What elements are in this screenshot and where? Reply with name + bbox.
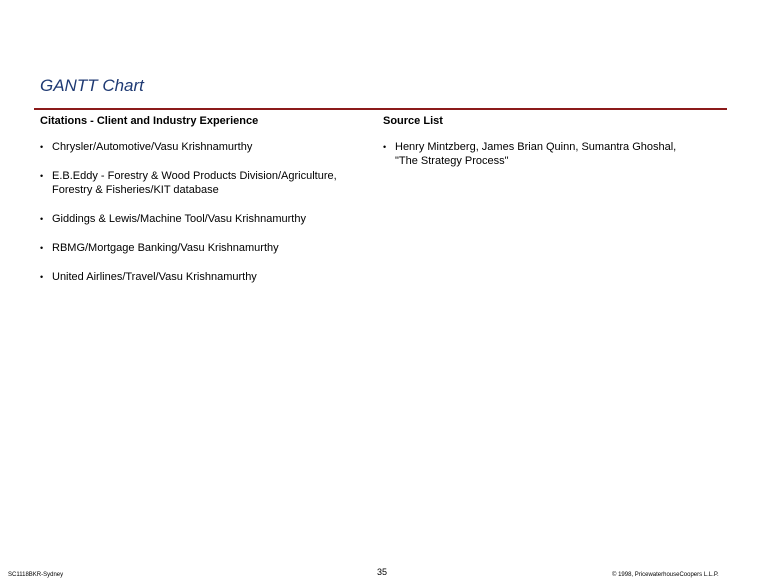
list-item	[40, 270, 375, 284]
citation-text: E.B.Eddy - Forestry & Wood Products Division/Agriculture, Forestry & Fisheries/KIT database	[52, 170, 337, 196]
list-item	[40, 140, 375, 154]
citation-text: RBMG/Mortgage Banking/Vasu Krishnamurthy	[52, 242, 279, 254]
citation-text: Chrysler/Automotive/Vasu Krishnamurthy	[52, 141, 253, 153]
bullet-icon: •	[40, 243, 44, 253]
footer-copyright: © 1998, PricewaterhouseCoopers L.L.P.	[612, 572, 719, 578]
bullet-icon: •	[40, 214, 44, 224]
list-item	[383, 140, 683, 168]
page-number: 35	[377, 567, 388, 577]
bullet-icon: •	[40, 272, 44, 282]
citation-text: United Airlines/Travel/Vasu Krishnamurthy	[52, 271, 257, 283]
footer-document-code: SC1118BKR-Sydney	[8, 572, 64, 578]
bullet-icon: •	[40, 171, 44, 181]
citation-text: Giddings & Lewis/Machine Tool/Vasu Krishnamurthy	[52, 213, 306, 225]
citations-list	[40, 140, 375, 299]
bullet-icon: •	[40, 142, 44, 152]
title-divider	[34, 108, 727, 110]
citations-heading: Citations - Client and Industry Experience	[40, 115, 259, 127]
source-list	[383, 140, 683, 168]
bullet-icon: •	[383, 142, 387, 152]
page-title: GANTT Chart	[40, 76, 144, 95]
list-item	[40, 212, 375, 226]
source-text: Henry Mintzberg, James Brian Quinn, Sumantra Ghoshal, "The Strategy Process"	[395, 141, 677, 167]
source-list-heading: Source List	[383, 115, 443, 127]
list-item	[40, 169, 375, 197]
list-item	[40, 241, 375, 255]
